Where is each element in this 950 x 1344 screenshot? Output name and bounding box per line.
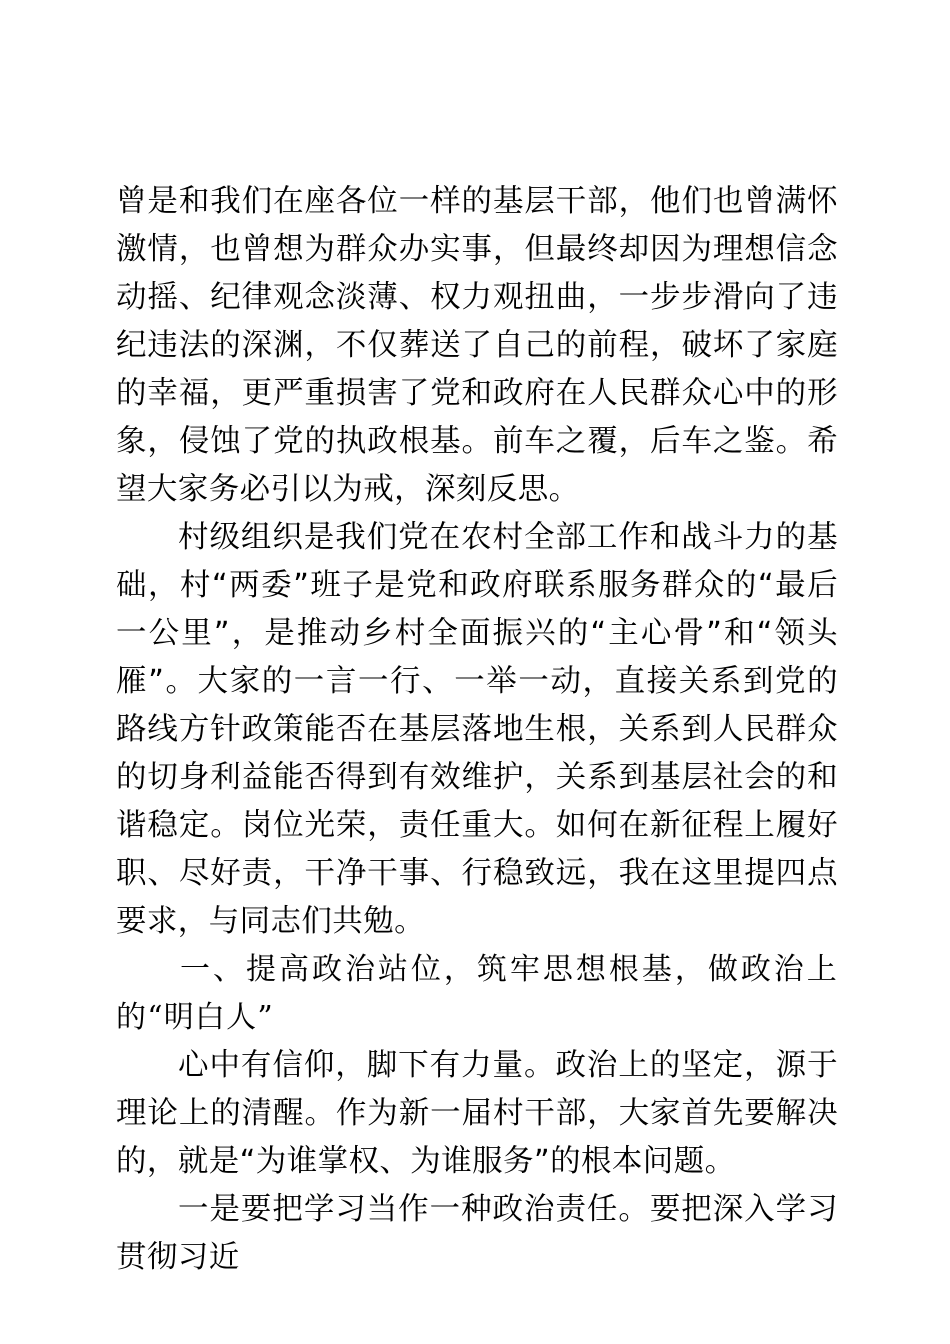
paragraph-faith-in-heart: 心中有信仰，脚下有力量。政治上的坚定，源于理论上的清醒。作为新一届村干部，大家首先要解决的，就是“为谁掌权、为谁服务”的根本问题。 bbox=[116, 1048, 838, 1179]
paragraph-study-political-duty: 一是要把学习当作一种政治责任。要把深入学习贯彻习近 bbox=[116, 1192, 838, 1275]
paragraph-village-organization: 村级组织是我们党在农村全部工作和战斗力的基础，村“两委”班子是党和政府联系服务群众的“最后一公里”，是推动乡村全面振兴的“主心骨”和“领头雁”。大家的一言一行、一举一动，直接关系到党的路线方针政策能否在基层落地生根，关系到人民群众的切身利益能否得到有效维护，关系到基层社会的和谐稳定。岗位光荣，责任重大。如何在新征程上履好职、尽好责，干净干事、行稳致远，我在这里提四点要求，与同志们共勉。 bbox=[116, 520, 838, 939]
paragraph-continuation: 曾是和我们在座各位一样的基层干部，他们也曾满怀激情，也曾想为群众办实事，但最终却因为理想信念动摇、纪律观念淡薄、权力观扭曲，一步步滑向了违纪违法的深渊，不仅葬送了自己的前程，破坏了家庭的幸福，更严重损害了党和政府在人民群众心中的形象，侵蚀了党的执政根基。前车之覆，后车之鉴。希望大家务必引以为戒，深刻反思。 bbox=[116, 184, 838, 507]
document-text-body bbox=[116, 178, 838, 1282]
heading-section-one: 一、提高政治站位，筑牢思想根基，做政治上的“明白人” bbox=[116, 952, 838, 1035]
